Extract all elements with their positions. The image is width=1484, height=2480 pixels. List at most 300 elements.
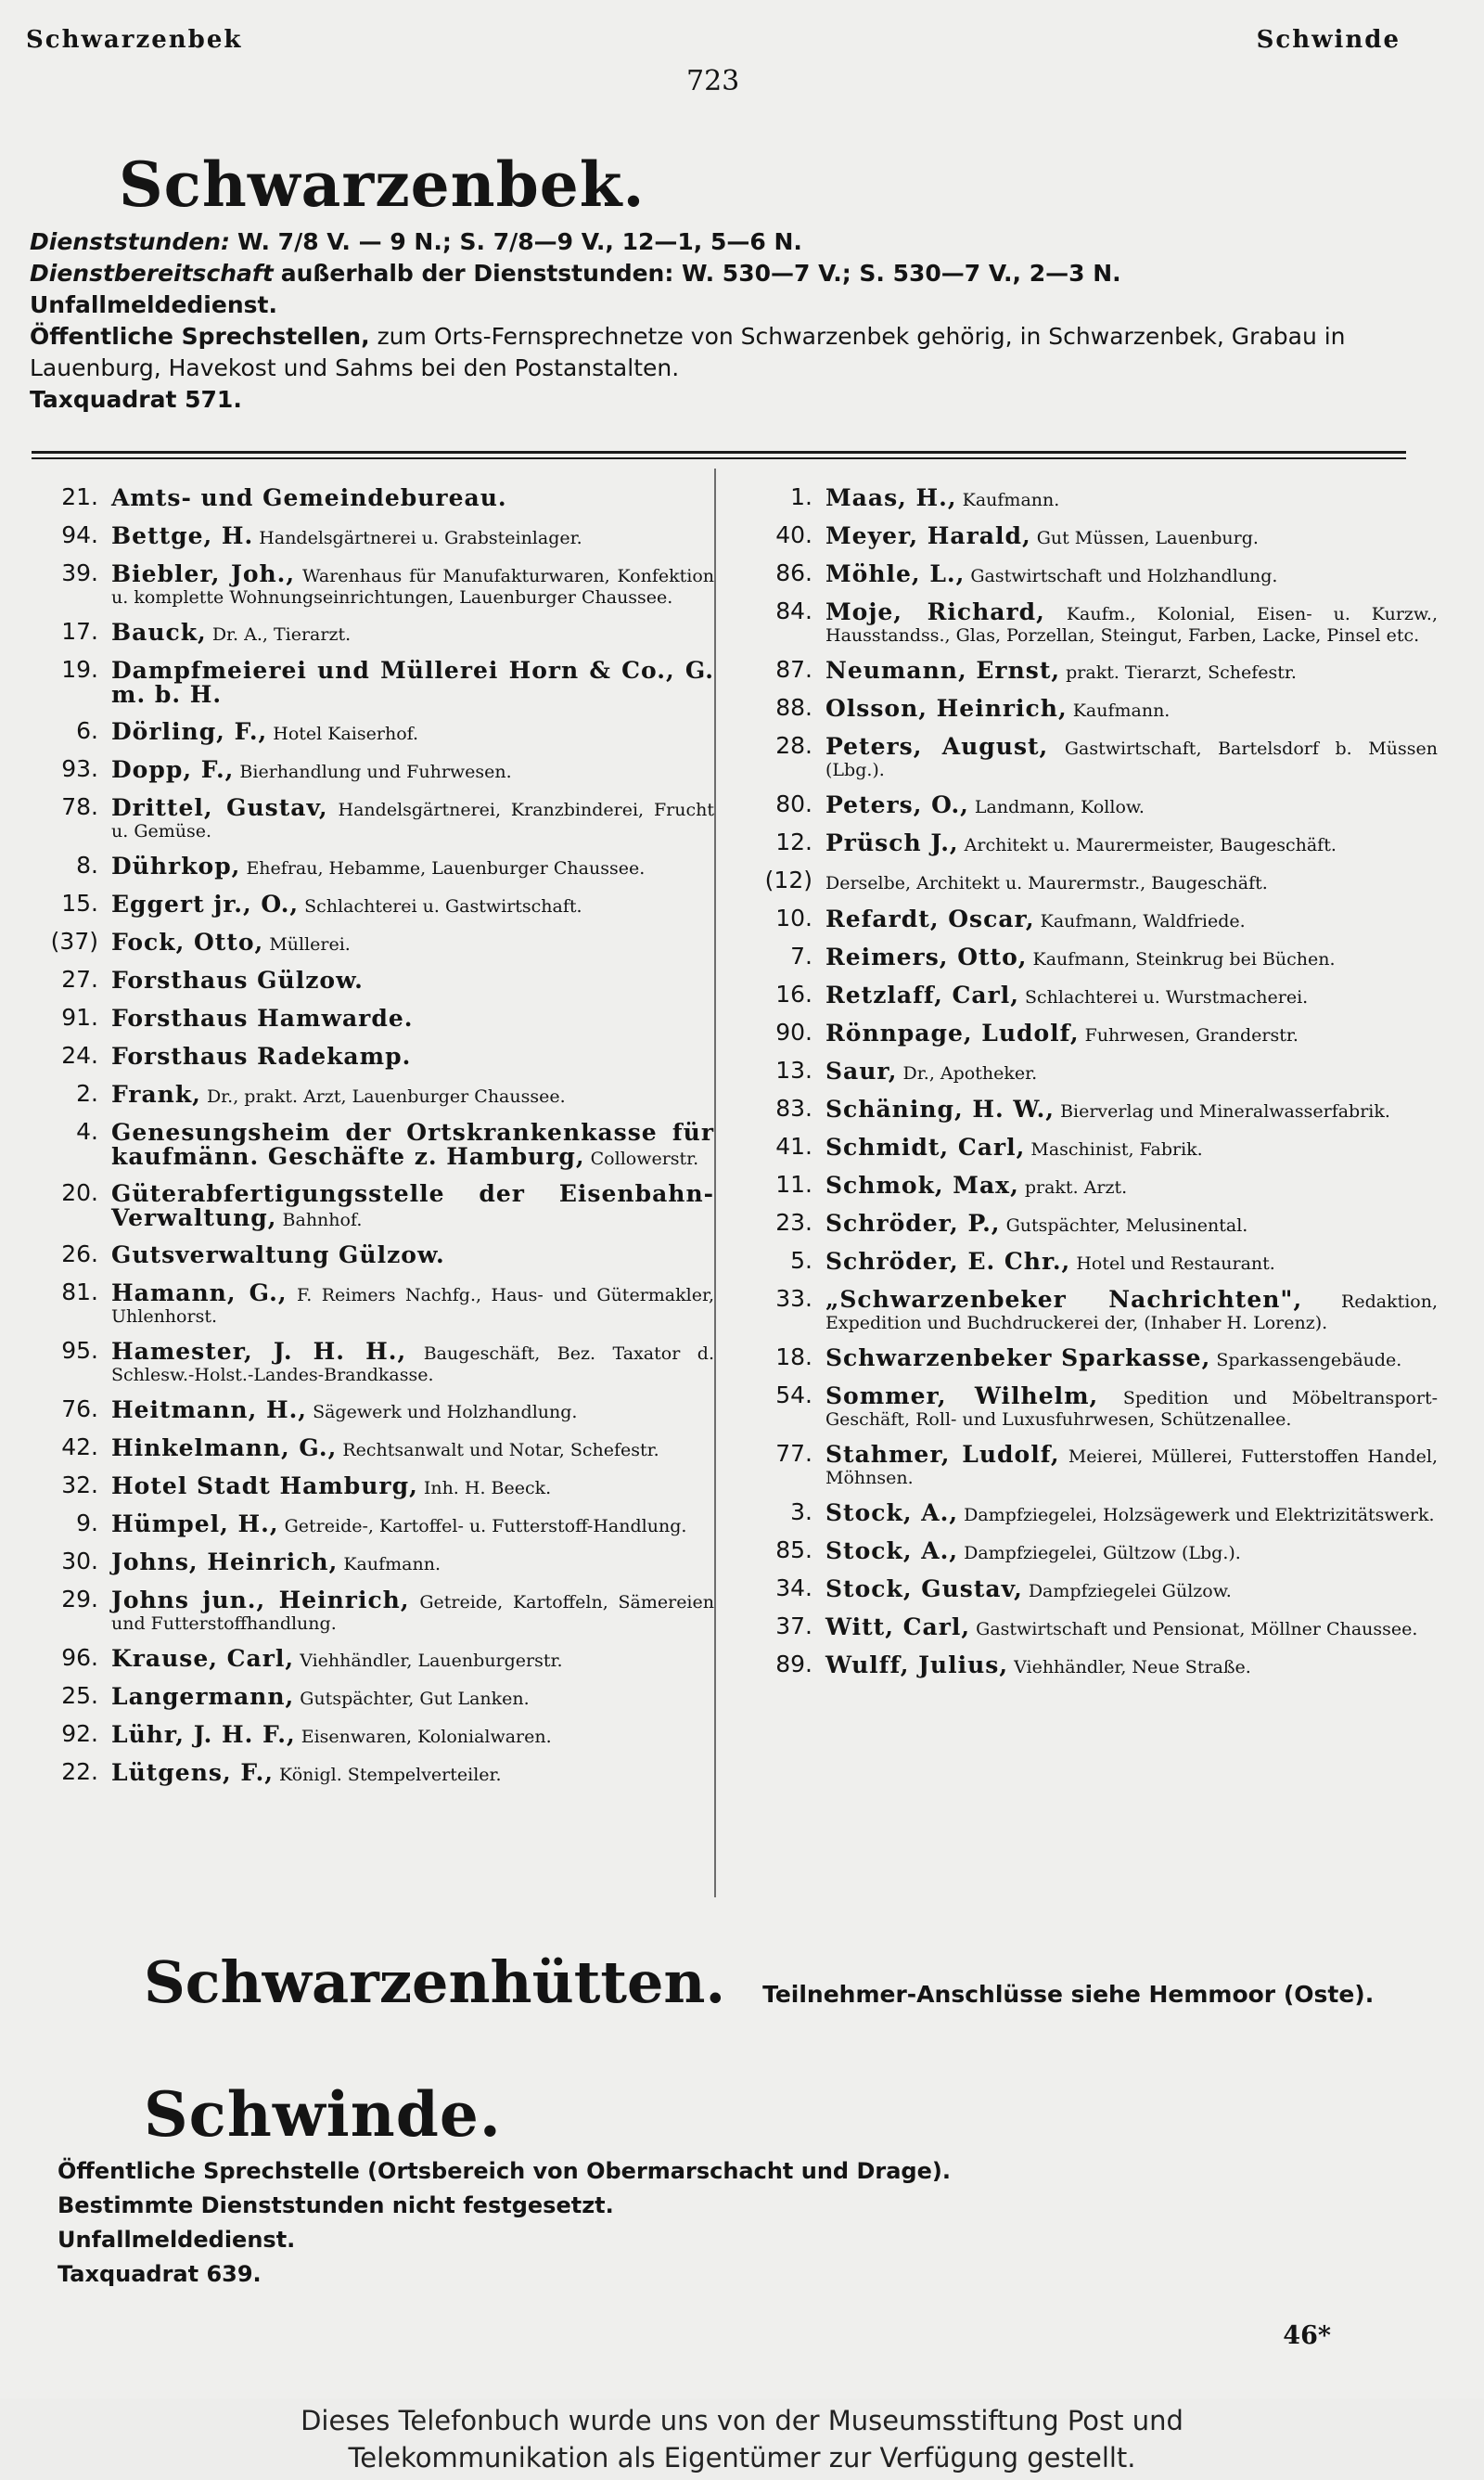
entry-text bbox=[111, 655, 714, 708]
entry-number: 24. bbox=[61, 1042, 98, 1069]
entry-name: Hotel Stadt Hamburg, bbox=[111, 1472, 418, 1499]
entry-number: 3. bbox=[790, 1498, 812, 1525]
list-item bbox=[742, 1650, 1438, 1679]
entry-name: Frank, bbox=[111, 1081, 201, 1108]
entry-detail: Bierhandlung und Fuhrwesen. bbox=[239, 762, 512, 782]
list-item bbox=[742, 1343, 1438, 1372]
info-line: Taxquadrat 639. bbox=[58, 2261, 262, 2287]
entry-number: 20. bbox=[61, 1179, 98, 1206]
entry-name: Rönnpage, Ludolf, bbox=[825, 1020, 1080, 1047]
info-label: Unfallmeldedienst. bbox=[30, 291, 277, 318]
entry-text bbox=[111, 520, 714, 549]
entry-detail: Königl. Stempelverteiler. bbox=[279, 1765, 502, 1785]
list-item bbox=[742, 1536, 1438, 1565]
entry-detail: Dr., prakt. Arzt, Lauenburger Chaussee. bbox=[206, 1086, 566, 1107]
entry-number: 85. bbox=[775, 1536, 812, 1563]
entry-detail: F. Reimers Nachfg., Haus- und Gütermakler, Uhlenhorst. bbox=[111, 1285, 714, 1327]
entry-name: Biebler, Joh., bbox=[111, 560, 296, 587]
entry-number: 29. bbox=[61, 1586, 98, 1613]
entry-name: Johns, Heinrich, bbox=[111, 1548, 339, 1575]
entry-text bbox=[111, 1178, 714, 1231]
entry-text bbox=[825, 597, 1438, 647]
section-info-schwarzenbek bbox=[30, 226, 1439, 416]
entry-number: 22. bbox=[61, 1758, 98, 1785]
list-item bbox=[28, 617, 714, 647]
list-item bbox=[742, 1170, 1438, 1200]
section-schwarzenhuetten bbox=[144, 1948, 1374, 2016]
entry-text bbox=[825, 904, 1438, 932]
entry-text bbox=[825, 559, 1438, 587]
entry-text bbox=[111, 1547, 714, 1575]
list-item bbox=[742, 1497, 1438, 1527]
info-line: Unfallmeldedienst. bbox=[58, 2227, 296, 2253]
entry-detail: Gutspächter, Gut Lanken. bbox=[300, 1689, 530, 1709]
entry-detail: Fuhrwesen, Granderstr. bbox=[1084, 1025, 1298, 1046]
list-item bbox=[28, 1336, 714, 1386]
list-item bbox=[742, 1381, 1438, 1431]
entry-name: Schwarzenbeker Sparkasse, bbox=[825, 1344, 1211, 1371]
list-item bbox=[742, 980, 1438, 1009]
entry-name: Refardt, Oscar, bbox=[825, 906, 1035, 932]
entry-name: Johns jun., Heinrich, bbox=[111, 1587, 410, 1613]
entry-detail: Collowerstr. bbox=[590, 1149, 699, 1169]
entry-name: Heitmann, H., bbox=[111, 1396, 308, 1423]
entry-detail: Warenhaus für Manufakturwaren, Konfektion u. komplette Wohnungseinrichtungen, Lauenburger Chaussee. bbox=[111, 566, 715, 608]
entry-detail: Bahnhof. bbox=[282, 1210, 363, 1230]
entry-detail: Schlachterei u. Gastwirtschaft. bbox=[304, 896, 582, 917]
entry-text bbox=[111, 1394, 714, 1423]
section-title-schwinde: Schwinde. bbox=[144, 2078, 502, 2151]
entry-name: Stock, A., bbox=[825, 1499, 959, 1526]
entry-detail: Gut Müssen, Lauenburg. bbox=[1036, 528, 1259, 548]
divider-rule bbox=[32, 451, 1406, 454]
entry-text bbox=[111, 1117, 714, 1170]
entry-detail: Hotel und Restaurant. bbox=[1076, 1253, 1275, 1274]
entry-text bbox=[825, 828, 1438, 856]
entry-detail: Meierei, Müllerei, Futterstoffen Handel, Möhnsen. bbox=[825, 1446, 1438, 1488]
list-item bbox=[28, 1394, 714, 1424]
list-item bbox=[28, 1719, 714, 1749]
entry-detail: Redaktion, Expedition und Buchdruckerei der, (Inhaber H. Lorenz). bbox=[825, 1291, 1438, 1333]
list-item bbox=[742, 693, 1438, 723]
info-text: außerhalb der Dienststunden: W. 530—7 V.; S. 530—7 V., 2—3 N. bbox=[280, 260, 1121, 287]
list-item bbox=[742, 559, 1438, 588]
entry-number: 28. bbox=[775, 732, 812, 759]
list-item bbox=[28, 1643, 714, 1673]
entry-text bbox=[825, 1056, 1438, 1085]
entry-number: 18. bbox=[775, 1343, 812, 1370]
list-item bbox=[28, 1178, 714, 1231]
entry-name: Dührkop, bbox=[111, 853, 241, 880]
entry-number: 77. bbox=[775, 1440, 812, 1467]
entry-number: 32. bbox=[61, 1471, 98, 1498]
entry-detail: Viehhändler, Neue Straße. bbox=[1014, 1657, 1251, 1677]
entry-number: 7. bbox=[790, 943, 812, 970]
entry-number: 87. bbox=[775, 656, 812, 683]
list-item bbox=[742, 790, 1438, 819]
entry-name: Eggert jr., O., bbox=[111, 891, 300, 918]
running-header-right: Schwinde bbox=[1256, 26, 1401, 54]
entry-number: 78. bbox=[61, 793, 98, 820]
list-item bbox=[28, 559, 714, 609]
entry-name: Wulff, Julius, bbox=[825, 1651, 1009, 1678]
entry-detail: Rechtsanwalt und Notar, Schefestr. bbox=[342, 1440, 659, 1460]
entry-text bbox=[111, 792, 714, 842]
list-item bbox=[742, 1439, 1438, 1489]
entry-number: 13. bbox=[775, 1057, 812, 1084]
entry-detail: Landmann, Kollow. bbox=[974, 797, 1145, 817]
info-line-dienststunden bbox=[30, 226, 1439, 258]
list-item bbox=[28, 889, 714, 919]
entry-number: 90. bbox=[775, 1019, 812, 1046]
entry-name: Amts- und Gemeindebureau. bbox=[111, 484, 507, 511]
entry-name: Langermann, bbox=[111, 1683, 295, 1710]
entry-text bbox=[111, 1719, 714, 1748]
info-text: W. 7/8 V. — 9 N.; S. 7/8—9 V., 12—1, 5—6 N. bbox=[237, 228, 802, 255]
entry-number: 88. bbox=[775, 694, 812, 721]
entry-text bbox=[825, 1536, 1438, 1564]
list-item bbox=[742, 1284, 1438, 1334]
list-item bbox=[28, 1003, 714, 1033]
entry-text bbox=[111, 1278, 714, 1328]
entry-detail: Derselbe, Architekt u. Maurermstr., Baugeschäft. bbox=[825, 873, 1268, 893]
section-note: Teilnehmer-Anschlüsse siehe Hemmoor (Oste). bbox=[762, 1981, 1375, 2008]
list-item bbox=[742, 866, 1438, 895]
entry-detail: Sparkassengebäude. bbox=[1216, 1350, 1402, 1370]
info-line-taxquadrat bbox=[30, 384, 1439, 416]
entry-text bbox=[111, 965, 714, 994]
entry-number: 26. bbox=[61, 1240, 98, 1267]
info-line: Öffentliche Sprechstelle (Ortsbereich von Obermarschacht und Drage). bbox=[58, 2158, 951, 2184]
running-header-left: Schwarzenbek bbox=[26, 26, 243, 54]
entry-detail: Kaufmann. bbox=[962, 490, 1060, 510]
list-item bbox=[742, 1094, 1438, 1124]
section-title-schwarzenhuetten: Schwarzenhütten. bbox=[144, 1948, 726, 2016]
entry-detail: Gutspächter, Melusinental. bbox=[1005, 1215, 1248, 1236]
list-item bbox=[742, 482, 1438, 512]
attribution-line: Dieses Telefonbuch wurde uns von der Museumsstiftung Post und bbox=[301, 2405, 1183, 2436]
entry-name: Hamann, G., bbox=[111, 1279, 288, 1306]
entry-text bbox=[825, 866, 1438, 894]
entry-detail: Spedition und Möbeltransport-Geschäft, Roll- und Luxusfuhrwesen, Schützenallee. bbox=[825, 1388, 1438, 1430]
entry-name: Bettge, H. bbox=[111, 522, 254, 549]
entry-name: „Schwarzenbeker Nachrichten", bbox=[825, 1286, 1303, 1313]
entry-number: 41. bbox=[775, 1133, 812, 1160]
list-item bbox=[28, 1585, 714, 1635]
info-label: Öffentliche Sprechstellen, bbox=[30, 323, 370, 350]
entry-detail: Bierverlag und Mineralwasserfabrik. bbox=[1060, 1101, 1390, 1122]
entry-number: 80. bbox=[775, 790, 812, 817]
entry-detail: Baugeschäft, Bez. Taxator d. Schlesw.-Holst.-Landes-Brandkasse. bbox=[111, 1343, 714, 1385]
entry-name: Stahmer, Ludolf, bbox=[825, 1441, 1060, 1468]
entry-name: Güterabfertigungsstelle der Eisenbahn-Verwaltung, bbox=[111, 1180, 714, 1231]
entry-number: 5. bbox=[790, 1247, 812, 1274]
entry-text bbox=[825, 693, 1438, 722]
entry-text bbox=[111, 716, 714, 745]
info-label: Dienstbereitschaft bbox=[30, 260, 274, 287]
list-item bbox=[28, 520, 714, 550]
info-line-unfallmeldedienst bbox=[30, 289, 1439, 321]
entry-detail: Dampfziegelei Gülzow. bbox=[1028, 1581, 1232, 1601]
entry-number: 33. bbox=[775, 1285, 812, 1312]
list-item bbox=[28, 1278, 714, 1328]
list-item bbox=[28, 792, 714, 842]
entry-number: 2. bbox=[76, 1080, 98, 1107]
entry-number: 81. bbox=[61, 1279, 98, 1305]
entry-text bbox=[111, 1240, 714, 1268]
entry-text bbox=[825, 1574, 1438, 1602]
entry-number: 95. bbox=[61, 1337, 98, 1364]
entry-text bbox=[111, 1433, 714, 1461]
entry-number: 6. bbox=[76, 717, 98, 744]
entry-detail: Dampfziegelei, Holzsägewerk und Elektrizitätswerk. bbox=[964, 1505, 1435, 1525]
list-item bbox=[28, 1547, 714, 1576]
entry-name: Olsson, Heinrich, bbox=[825, 695, 1068, 722]
entry-name: Lütgens, F., bbox=[111, 1759, 274, 1786]
list-item bbox=[742, 942, 1438, 971]
entry-name: Schröder, P., bbox=[825, 1210, 1001, 1237]
entry-name: Fock, Otto, bbox=[111, 929, 264, 956]
entry-text bbox=[111, 851, 714, 880]
list-item bbox=[742, 520, 1438, 550]
entry-detail: Gastwirtschaft und Pensionat, Möllner Chaussee. bbox=[976, 1619, 1418, 1639]
entry-name: Hamester, J. H. H., bbox=[111, 1338, 407, 1365]
entry-detail: Eisenwaren, Kolonialwaren. bbox=[301, 1727, 552, 1747]
left-column-entries bbox=[28, 482, 714, 1795]
entry-number: 84. bbox=[775, 598, 812, 624]
entry-detail: Getreide, Kartoffeln, Sämereien und Futterstoffhandlung. bbox=[111, 1592, 714, 1634]
info-line: Bestimmte Dienststunden nicht festgesetzt. bbox=[58, 2192, 614, 2218]
list-item bbox=[742, 1056, 1438, 1086]
entry-detail: prakt. Arzt. bbox=[1024, 1177, 1128, 1198]
page-number: 723 bbox=[686, 65, 740, 97]
entry-number: 21. bbox=[61, 483, 98, 510]
entry-number: 94. bbox=[61, 521, 98, 548]
entry-number: 89. bbox=[775, 1651, 812, 1677]
column-divider bbox=[714, 469, 716, 1897]
entry-text bbox=[825, 1612, 1438, 1640]
entry-number: 27. bbox=[61, 966, 98, 993]
entry-number: 9. bbox=[76, 1510, 98, 1536]
entry-number: 1. bbox=[790, 483, 812, 510]
list-item bbox=[28, 754, 714, 784]
list-item bbox=[28, 1681, 714, 1711]
list-item bbox=[742, 1132, 1438, 1162]
list-item bbox=[28, 851, 714, 880]
info-line-dienstbereitschaft bbox=[30, 258, 1439, 289]
entry-detail: Kaufmann, Waldfriede. bbox=[1040, 911, 1246, 932]
entry-text bbox=[825, 790, 1438, 818]
entry-name: Schmidt, Carl, bbox=[825, 1134, 1026, 1161]
entry-text bbox=[825, 1343, 1438, 1371]
entry-name: Schäning, H. W., bbox=[825, 1096, 1055, 1123]
entry-detail: Schlachterei u. Wurstmacherei. bbox=[1025, 987, 1309, 1008]
entry-number: 92. bbox=[61, 1720, 98, 1747]
entry-number: 25. bbox=[61, 1682, 98, 1709]
entry-text bbox=[825, 1381, 1438, 1431]
entry-text bbox=[111, 559, 714, 609]
entry-number: (37) bbox=[50, 928, 98, 955]
list-item bbox=[742, 904, 1438, 933]
entry-number: 8. bbox=[76, 852, 98, 879]
entry-text bbox=[111, 1757, 714, 1786]
entry-number: (12) bbox=[764, 867, 812, 893]
list-item bbox=[742, 1574, 1438, 1603]
entry-name: Drittel, Gustav, bbox=[111, 794, 328, 821]
entry-name: Saur, bbox=[825, 1058, 898, 1085]
entry-detail: Ehefrau, Hebamme, Lauenburger Chaussee. bbox=[246, 858, 646, 879]
entry-name: Neumann, Ernst, bbox=[825, 657, 1061, 684]
entry-detail: Kaufm., Kolonial, Eisen- u. Kurzw., Hausstandss., Glas, Porzellan, Steingut, Farben, Lacke, Pinsel etc. bbox=[825, 604, 1439, 646]
entry-text bbox=[111, 1471, 714, 1499]
list-item bbox=[742, 1246, 1438, 1276]
entry-number: 37. bbox=[775, 1613, 812, 1639]
right-column-entries bbox=[742, 482, 1438, 1688]
section-info-schwinde bbox=[58, 2154, 1467, 2292]
entry-name: Hümpel, H., bbox=[111, 1510, 279, 1537]
entry-text bbox=[825, 1018, 1438, 1047]
entry-detail: Kaufmann, Steinkrug bei Büchen. bbox=[1032, 949, 1336, 970]
entry-number: 76. bbox=[61, 1395, 98, 1422]
entry-number: 30. bbox=[61, 1548, 98, 1574]
entry-number: 34. bbox=[775, 1574, 812, 1601]
entry-number: 86. bbox=[775, 559, 812, 586]
sheet-mark: 46* bbox=[1283, 2321, 1331, 2350]
entry-name: Reimers, Otto, bbox=[825, 944, 1028, 970]
entry-number: 12. bbox=[775, 829, 812, 855]
entry-name: Gutsverwaltung Gülzow. bbox=[111, 1241, 445, 1268]
entry-detail: Handelsgärtnerei u. Grabsteinlager. bbox=[259, 528, 582, 548]
entry-number: 10. bbox=[775, 905, 812, 932]
entry-detail: Architekt u. Maurermeister, Baugeschäft. bbox=[964, 835, 1337, 855]
list-item bbox=[28, 716, 714, 746]
entry-detail: Dr. A., Tierarzt. bbox=[211, 624, 352, 645]
entry-number: 23. bbox=[775, 1209, 812, 1236]
list-item bbox=[28, 1117, 714, 1170]
entry-detail: Inh. H. Beeck. bbox=[423, 1478, 552, 1498]
divider-rule bbox=[32, 457, 1406, 459]
entry-text bbox=[111, 1079, 714, 1108]
entry-text bbox=[825, 1132, 1438, 1161]
entry-detail: Dr., Apotheker. bbox=[902, 1063, 1038, 1084]
entry-text bbox=[111, 927, 714, 956]
entry-name: Genesungsheim der Ortskrankenkasse für kaufmänn. Geschäfte z. Hamburg, bbox=[111, 1119, 714, 1170]
entry-number: 40. bbox=[775, 521, 812, 548]
entry-text bbox=[825, 1094, 1438, 1123]
entry-name: Forsthaus Gülzow. bbox=[111, 967, 364, 994]
entry-name: Dampfmeierei und Müllerei Horn & Co., G. m. b. H. bbox=[111, 657, 714, 708]
entry-detail: Handelsgärtnerei, Kranzbinderei, Frucht u. Gemüse. bbox=[111, 800, 714, 842]
list-item bbox=[742, 731, 1438, 781]
entry-text bbox=[111, 1336, 714, 1386]
list-item bbox=[28, 482, 714, 512]
entry-name: Prüsch J., bbox=[825, 829, 959, 856]
entry-name: Möhle, L., bbox=[825, 560, 966, 587]
entry-number: 11. bbox=[775, 1171, 812, 1198]
list-item bbox=[742, 597, 1438, 647]
list-item bbox=[28, 1471, 714, 1500]
info-text: zum Orts-Fernsprechnetze von Schwarzenbek gehörig, in Schwarzenbek, Grabau in Lauenburg, Havekost und Sahms bei den Postanstalten. bbox=[30, 323, 1346, 381]
entry-text bbox=[825, 520, 1438, 549]
entry-name: Bauck, bbox=[111, 619, 207, 646]
entry-text bbox=[111, 1041, 714, 1070]
entry-text bbox=[825, 731, 1438, 781]
entry-name: Dopp, F., bbox=[111, 756, 235, 783]
entry-name: Stock, A., bbox=[825, 1537, 959, 1564]
info-label: Dienststunden: bbox=[30, 228, 230, 255]
entry-text bbox=[111, 1585, 714, 1635]
entry-text bbox=[825, 1284, 1438, 1334]
list-item bbox=[28, 1240, 714, 1269]
entry-text bbox=[825, 942, 1438, 970]
entry-text bbox=[111, 482, 714, 511]
entry-name: Peters, O., bbox=[825, 791, 969, 818]
entry-detail: Getreide-, Kartoffel- u. Futterstoff-Handlung. bbox=[284, 1516, 687, 1536]
entry-text bbox=[825, 1650, 1438, 1678]
entry-number: 96. bbox=[61, 1644, 98, 1671]
entry-text bbox=[111, 1681, 714, 1710]
entry-name: Maas, H., bbox=[825, 484, 957, 511]
entry-name: Schmok, Max, bbox=[825, 1172, 1019, 1199]
list-item bbox=[28, 1433, 714, 1462]
entry-number: 16. bbox=[775, 981, 812, 1008]
section-title-schwarzenbek: Schwarzenbek. bbox=[119, 148, 646, 221]
entry-name: Dörling, F., bbox=[111, 718, 268, 745]
entry-detail: Kaufmann. bbox=[343, 1554, 441, 1574]
entry-name: Meyer, Harald, bbox=[825, 522, 1031, 549]
entry-text bbox=[825, 1439, 1438, 1489]
entry-number: 42. bbox=[61, 1433, 98, 1460]
list-item bbox=[28, 655, 714, 708]
entry-text bbox=[825, 655, 1438, 684]
entry-text bbox=[825, 980, 1438, 1009]
list-item bbox=[28, 1041, 714, 1071]
entry-text bbox=[111, 1643, 714, 1672]
entry-detail: Hotel Kaiserhof. bbox=[273, 724, 419, 744]
list-item bbox=[28, 1509, 714, 1538]
entry-name: Schröder, E. Chr., bbox=[825, 1248, 1071, 1275]
attribution-bar bbox=[0, 2398, 1484, 2480]
entry-text bbox=[111, 617, 714, 646]
entry-detail: Gastwirtschaft und Holzhandlung. bbox=[970, 566, 1278, 586]
entry-name: Stock, Gustav, bbox=[825, 1575, 1023, 1602]
entry-text bbox=[111, 1003, 714, 1032]
list-item bbox=[28, 965, 714, 995]
entry-number: 39. bbox=[61, 559, 98, 586]
entry-number: 91. bbox=[61, 1004, 98, 1031]
entry-name: Krause, Carl, bbox=[111, 1645, 295, 1672]
attribution-line: Telekommunikation als Eigentümer zur Verfügung gestellt. bbox=[348, 2442, 1136, 2474]
entry-text bbox=[111, 1509, 714, 1537]
entry-name: Retzlaff, Carl, bbox=[825, 982, 1019, 1009]
entry-text bbox=[825, 1246, 1438, 1275]
info-line-sprechstellen bbox=[30, 321, 1439, 384]
entry-detail: Gastwirtschaft, Bartelsdorf b. Müssen (Lbg.). bbox=[825, 739, 1438, 780]
entry-name: Peters, August, bbox=[825, 733, 1049, 760]
entry-number: 17. bbox=[61, 618, 98, 645]
list-item bbox=[28, 927, 714, 957]
entry-text bbox=[825, 1170, 1438, 1199]
entry-detail: Müllerei. bbox=[269, 934, 351, 955]
entry-detail: Dampfziegelei, Gültzow (Lbg.). bbox=[964, 1543, 1241, 1563]
entry-number: 19. bbox=[61, 656, 98, 683]
entry-number: 54. bbox=[775, 1381, 812, 1408]
entry-number: 4. bbox=[76, 1118, 98, 1145]
list-item bbox=[742, 828, 1438, 857]
list-item bbox=[742, 1018, 1438, 1047]
list-item bbox=[742, 655, 1438, 685]
entry-name: Forsthaus Hamwarde. bbox=[111, 1005, 414, 1032]
